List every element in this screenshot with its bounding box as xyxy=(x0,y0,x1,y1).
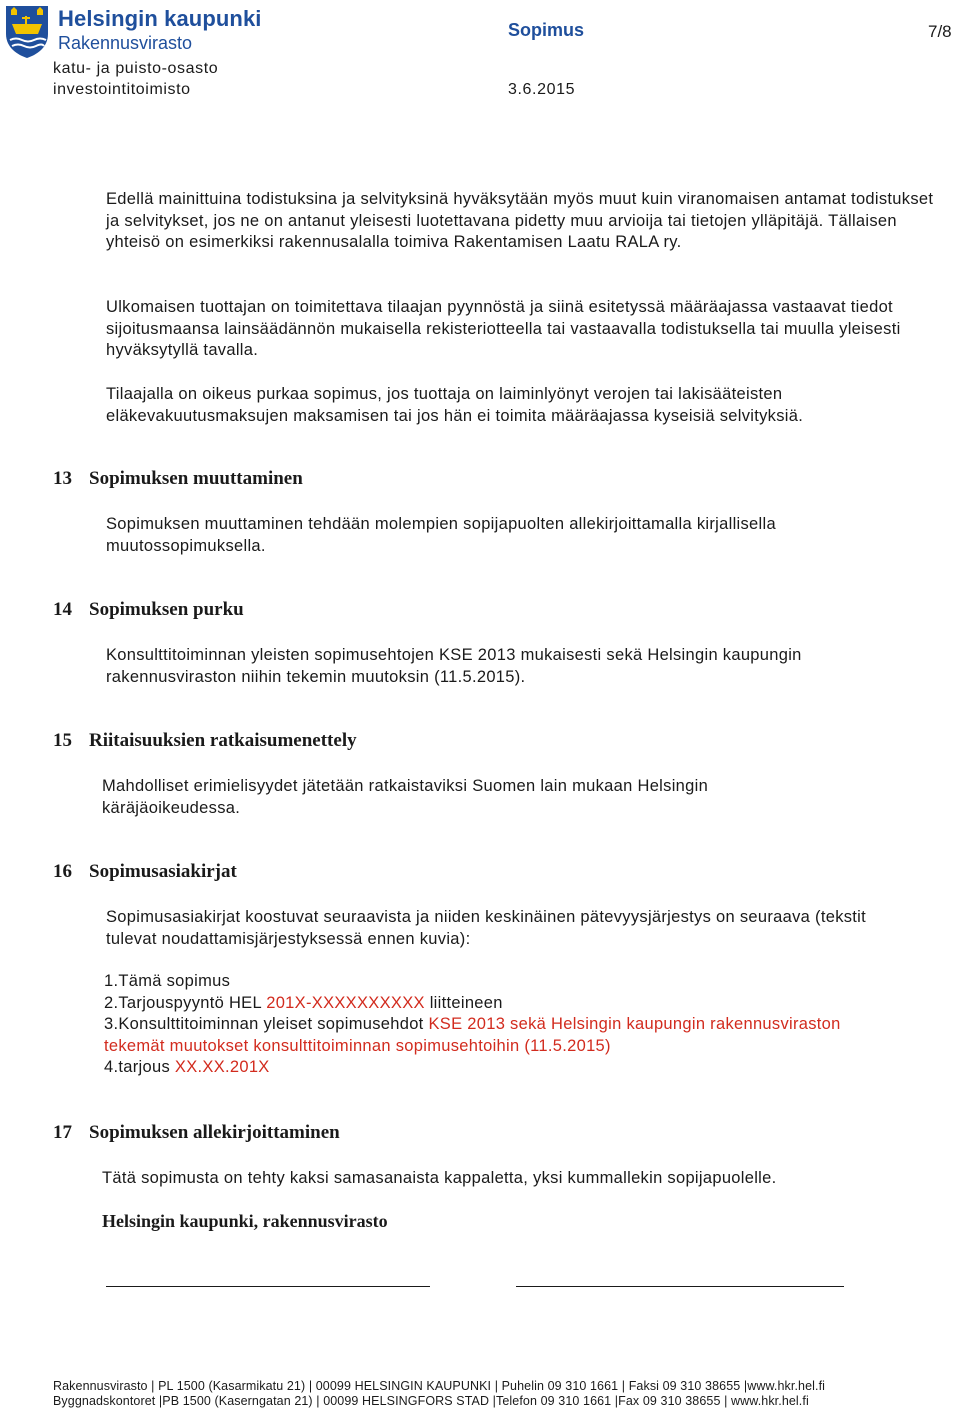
paragraph-certificates: Edellä mainittuina todistuksina ja selvityksinä hyväksytään myös muut kuin viranomaisen antamat todistukset ja selvitykset, jos ne on antanut yleisesti luotettavana pidetty muu arvioija tai tietojen ylläpitäjä. Tällaisen yhteisö on esimerkiksi rakennusalalla toimiva Rakentamisen Laatu RALA ry. xyxy=(106,190,934,252)
section-16-text: Sopimusasiakirjat koostuvat seuraavista ja niiden keskinäinen pätevyysjärjestys on seuraava (tekstit tulevat noudattamisjärjestyksessä ennen kuvia): xyxy=(106,908,867,948)
office-line: investointitoimisto xyxy=(53,81,191,98)
section-title: Riitaisuuksien ratkaisumenettely xyxy=(89,730,357,751)
section-15-text: Mahdolliset erimielisyydet jätetään ratkaistaviksi Suomen lain mukaan Helsingin käräjäoikeudessa. xyxy=(102,777,709,817)
section-title: Sopimuksen muuttaminen xyxy=(89,468,303,489)
section-number: 13 xyxy=(53,468,72,489)
org-name: Helsingin kaupunki xyxy=(58,6,262,31)
placeholder-reference: 201X-XXXXXXXXXX xyxy=(266,993,425,1012)
signature-line-contractor xyxy=(516,1286,844,1288)
dept-line: katu- ja puisto-osasto xyxy=(53,60,219,77)
list-item: 3.Konsulttitoiminnan yleiset sopimusehdot KSE 2013 sekä Helsingin kaupungin rakennusviraston tekemät muutokset konsulttitoiminnan sopimusehtoihin (11.5.2015) xyxy=(104,1015,841,1055)
page-number: 7/8 xyxy=(928,22,952,41)
signing-party: Helsingin kaupunki, rakennusvirasto xyxy=(102,1211,388,1231)
section-number: 16 xyxy=(53,861,72,882)
section-number: 14 xyxy=(53,599,72,620)
section-number: 17 xyxy=(53,1122,72,1143)
section-title: Sopimusasiakirjat xyxy=(89,861,237,882)
footer-swedish: Byggnadskontoret |PB 1500 (Kaserngatan 21) | 00099 HELSINGFORS STAD |Telefon 09 310 1661 |Fax 09 310 38655 | www.hkr.hel.fi xyxy=(53,1394,809,1408)
section-16-heading xyxy=(53,861,237,883)
section-14-text: Konsulttitoiminnan yleisten sopimusehtojen KSE 2013 mukaisesti sekä Helsingin kaupungin rakennusviraston niihin tekemin muutoksin (11.5.2015). xyxy=(106,646,802,686)
section-number: 15 xyxy=(53,730,72,751)
placeholder-date: XX.XX.201X xyxy=(174,1058,270,1077)
section-17-text: Tätä sopimusta on tehty kaksi samasanaista kappaletta, yksi kummallekin sopijapuolelle. xyxy=(102,1169,777,1187)
section-14-heading xyxy=(53,599,244,621)
list-item: 4.tarjous XX.XX.201X xyxy=(104,1058,270,1077)
section-17-heading xyxy=(53,1122,340,1144)
paragraph-foreign-producer: Ulkomaisen tuottajan on toimitettava tilaajan pyynnöstä ja siinä esitetyssä määräajassa vastaavat tiedot sijoitusmaansa lainsäädännön mukaisella rekisteriotteella tai vastaavalla todistuksella tai muulla yleisesti hyväksytyllä tavalla. xyxy=(106,298,901,360)
document-title: Sopimus xyxy=(508,20,585,40)
list-item: 1.Tämä sopimus xyxy=(104,972,231,990)
section-15-heading xyxy=(53,730,357,752)
document-date: 3.6.2015 xyxy=(508,81,576,98)
helsinki-crest-logo xyxy=(4,4,50,60)
placeholder-reference: KSE 2013 sekä Helsingin kaupungin rakennusviraston tekemät muutokset konsulttitoiminnan sopimusehtoihin (11.5.2015) xyxy=(104,1015,841,1055)
footer-finnish: Rakennusvirasto | PL 1500 (Kasarmikatu 21) | 00099 HELSINGIN KAUPUNKI | Puhelin 09 310 1661 | Faksi 09 310 38655 |www.hkr.hel.fi xyxy=(53,1379,826,1393)
list-item: 2.Tarjouspyyntö HEL 201X-XXXXXXXXXX liitteineen xyxy=(104,993,503,1012)
signature-line-client xyxy=(106,1286,430,1288)
section-13-heading xyxy=(53,468,303,490)
section-title: Sopimuksen allekirjoittaminen xyxy=(89,1122,340,1143)
section-13-text: Sopimuksen muuttaminen tehdään molempien sopijapuolten allekirjoittamalla kirjallisella muutossopimuksella. xyxy=(106,515,776,555)
section-title: Sopimuksen purku xyxy=(89,599,244,620)
org-department: Rakennusvirasto xyxy=(58,33,193,53)
paragraph-termination-right: Tilaajalla on oikeus purkaa sopimus, jos tuottaja on laiminlyönyt verojen tai lakisääteisten eläkevakuutusmaksujen maksamisen tai jos hän ei toimita määräajassa kyseisiä selvityksiä. xyxy=(106,385,804,425)
document-order-list xyxy=(104,971,904,1079)
